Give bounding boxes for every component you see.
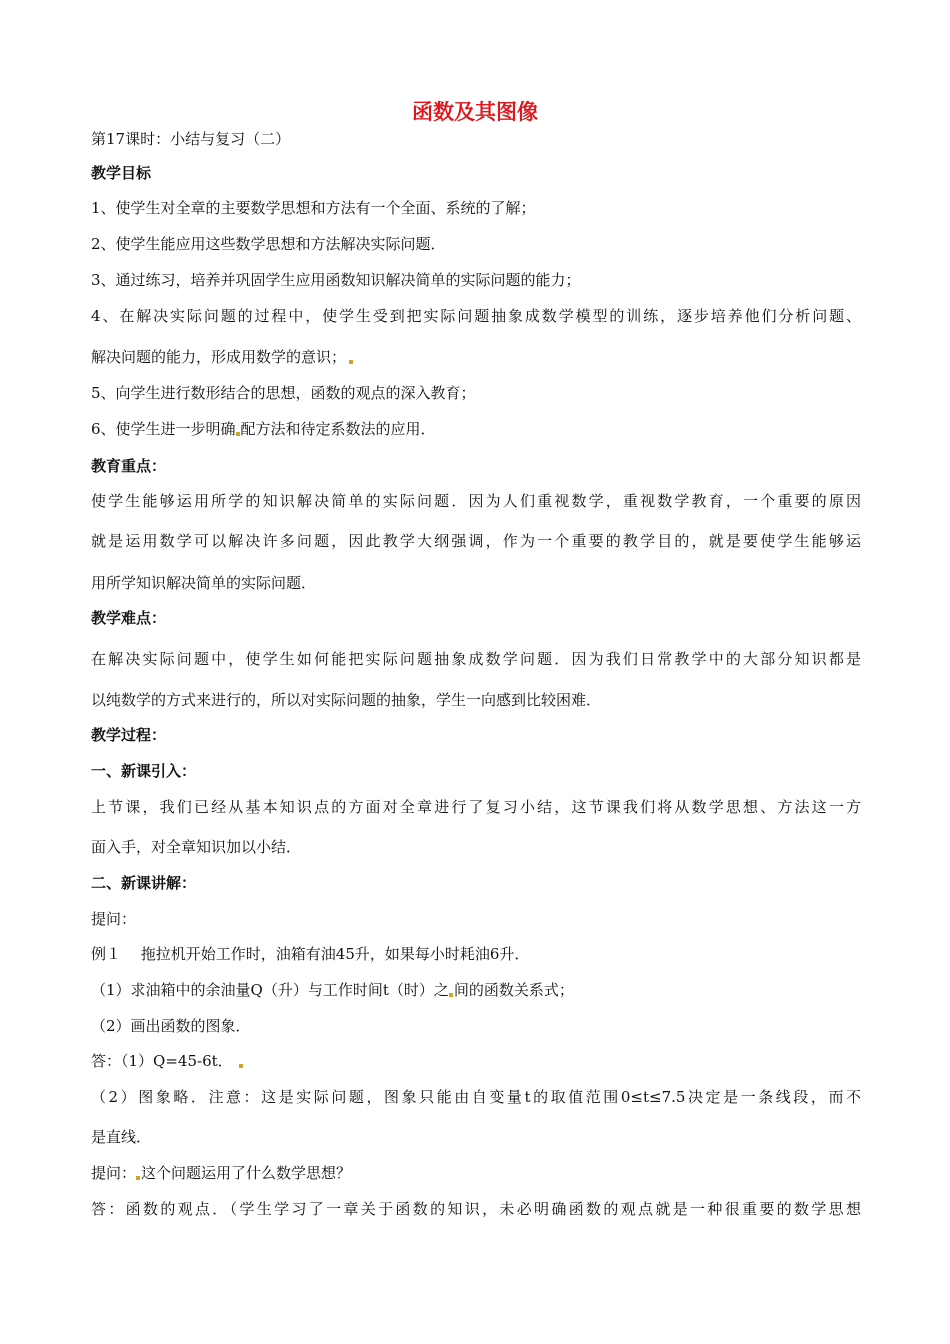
mark-dot (449, 993, 453, 997)
answer1 (91, 1050, 243, 1072)
lesson-subtitle: 第17课时：小结与复习（二） (91, 130, 291, 148)
objective-item: 2、使学生能应用这些数学思想和方法解决实际问题． (91, 235, 446, 253)
mark-dot (136, 1176, 140, 1180)
section2-heading: 二、新课讲解： (91, 874, 197, 892)
objective-item: 3、通过练习，培养并巩固学生应用函数知识解决简单的实际问题的能力； (91, 271, 581, 289)
example1-part2: （2）画出函数的图象． (91, 1017, 251, 1035)
document-title: 函数及其图像 (412, 100, 538, 124)
key-line: 用所学知识解决简单的实际问题． (91, 574, 317, 592)
difficulty-line: 在解决实际问题中，使学生如何能把实际问题抽象成数学问题．因为我们日常教学中的大部分知识都是 (91, 650, 861, 668)
question-label: 提问： (91, 910, 137, 928)
part1-text: （1）求油箱中的余油量Q（升）与工作时间t（时）之 (91, 981, 449, 999)
objective-text: 配方法和待定系数法的应用． (240, 420, 436, 438)
key-line: 就是运用数学可以解决许多问题，因此教学大纲强调，作为一个重要的教学目的，就是要使学生能够运 (91, 532, 861, 550)
objective-item: 4、在解决实际问题的过程中，使学生受到把实际问题抽象成数学模型的训练，逐步培养他们分析问题、 (91, 307, 861, 325)
question2-label: 提问： (91, 1164, 137, 1182)
section1-heading: 一、新课引入： (91, 762, 197, 780)
answer2-line: （2）图象略．注意：这是实际问题，图象只能由自变量t的取值范围0≤t≤7.5决定是一条线段，而不 (91, 1088, 861, 1106)
answer2-line: 是直线． (91, 1128, 152, 1146)
question2-text: 这个问题运用了什么数学思想？ (141, 1164, 352, 1182)
mark-dot (349, 360, 353, 364)
answer1-text: 答：（1）Q=45-6t． (91, 1052, 233, 1070)
objective-item: 5、向学生进行数形结合的思想，函数的观点的深入教育； (91, 384, 476, 402)
mark-dot (236, 432, 240, 436)
example1: 例１ 拖拉机开始工作时，油箱有油45升，如果每小时耗油6升． (91, 945, 530, 963)
section1-line: 面入手，对全章知识加以小结． (91, 838, 302, 856)
difficulty-heading: 教学难点： (91, 609, 167, 627)
mark-dot (239, 1064, 243, 1068)
difficulty-line: 以纯数学的方式来进行的，所以对实际问题的抽象，学生一向感到比较困难． (91, 691, 602, 709)
key-line: 使学生能够运用所学的知识解决简单的实际问题．因为人们重视数学，重视数学教育，一个重要的原因 (91, 492, 861, 510)
objective-text: 解决问题的能力，形成用数学的意识； (91, 348, 347, 366)
objective-text: 6、使学生进一步明确 (91, 420, 236, 438)
process-heading: 教学过程： (91, 726, 167, 744)
answer3: 答：函数的观点．（学生学习了一章关于函数的知识，未必明确函数的观点就是一种很重要的数学思想 (91, 1200, 861, 1218)
objectives-heading: 教学目标 (91, 164, 152, 182)
objective-item: 1、使学生对全章的主要数学思想和方法有一个全面、系统的了解； (91, 199, 536, 217)
part1-text: 间的函数关系式； (453, 981, 574, 999)
example1-part1 (91, 979, 574, 1001)
objective-item (91, 346, 353, 368)
key-heading: 教育重点： (91, 457, 167, 475)
question2 (91, 1162, 351, 1184)
section1-line: 上节课，我们已经从基本知识点的方面对全章进行了复习小结，这节课我们将从数学思想、方法这一方 (91, 798, 861, 816)
objective-item (91, 418, 436, 440)
